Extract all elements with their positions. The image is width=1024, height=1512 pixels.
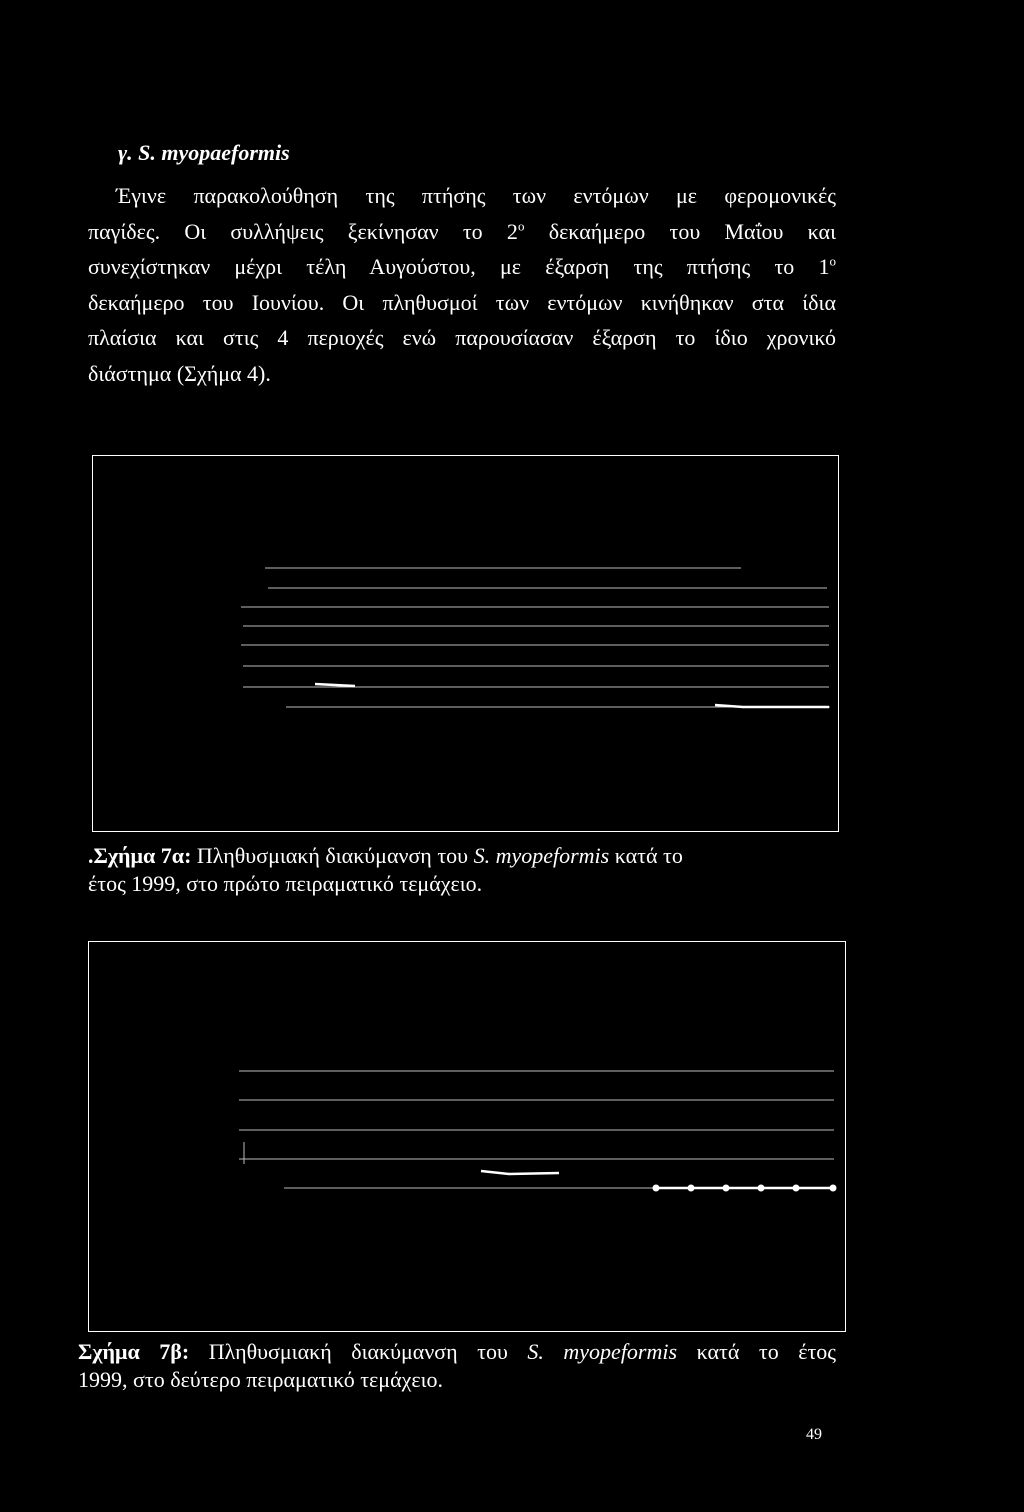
series-line (715, 705, 829, 707)
section-species: S. myopaeformis (138, 140, 290, 165)
para-line: συνεχίστηκαν μέχρι τέλη Αυγούστου, με έξαρση της πτήσης το $1^o$ (88, 253, 836, 280)
data-point (653, 1185, 660, 1192)
section-heading (118, 140, 290, 166)
data-point (830, 1185, 837, 1192)
series-line (481, 1171, 559, 1174)
figure-7b-frame (88, 941, 846, 1332)
figure-7a-frame (92, 455, 839, 832)
caption-line: 1999, στο δεύτερο πειραματικό τεμάχειο. (78, 1367, 444, 1392)
page-number: 49 (806, 1426, 822, 1443)
caption-line: Σχήμα 7β: Πληθυσμιακή διακύμανση του S. myopeformis κατά το έτος (78, 1339, 836, 1364)
para-line: διάστημα (Σχήμα 4). (88, 360, 271, 386)
data-point (758, 1185, 765, 1192)
body-paragraph (88, 178, 836, 392)
figure-7b-caption (78, 1338, 836, 1394)
data-point (793, 1185, 800, 1192)
caption-species: S. myopeformis (527, 1339, 678, 1364)
superscript: ο (829, 253, 836, 269)
figure-7b-graphic (89, 942, 847, 1333)
superscript: ο (517, 218, 525, 234)
caption-line: έτος 1999, στο πρώτο πειραματικό τεμάχειο. (88, 871, 483, 896)
caption-line: .Σχήμα 7α: Πληθυσμιακή διακύμανση του S. myopeformis κατά το (88, 843, 683, 868)
para-line: πλαίσια και στις 4 περιοχές ενώ παρουσίασαν έξαρση το ίδιο χρονικό (88, 325, 836, 351)
caption-species: S. myopeformis (473, 843, 610, 868)
para-line: παγίδες. Οι συλλήψεις ξεκίνησαν το $2^o$ δεκαήμερο του Μαΐου και (88, 218, 837, 244)
caption-label: .Σχήμα 7α: (88, 843, 192, 868)
data-point (688, 1185, 695, 1192)
caption-label: Σχήμα 7β: (78, 1339, 190, 1364)
series-line (315, 684, 355, 686)
figure-7a-caption (88, 842, 836, 898)
section-marker: γ. (118, 140, 133, 165)
data-point (723, 1185, 730, 1192)
para-line: Έγινε παρακολούθηση της πτήσης των εντόμων με φερομονικές (116, 183, 836, 208)
para-line: δεκαήμερο του Ιουνίου. Οι πληθυσμοί των εντόμων κινήθηκαν στα ίδια (88, 289, 836, 315)
figure-7a-graphic (93, 456, 840, 833)
